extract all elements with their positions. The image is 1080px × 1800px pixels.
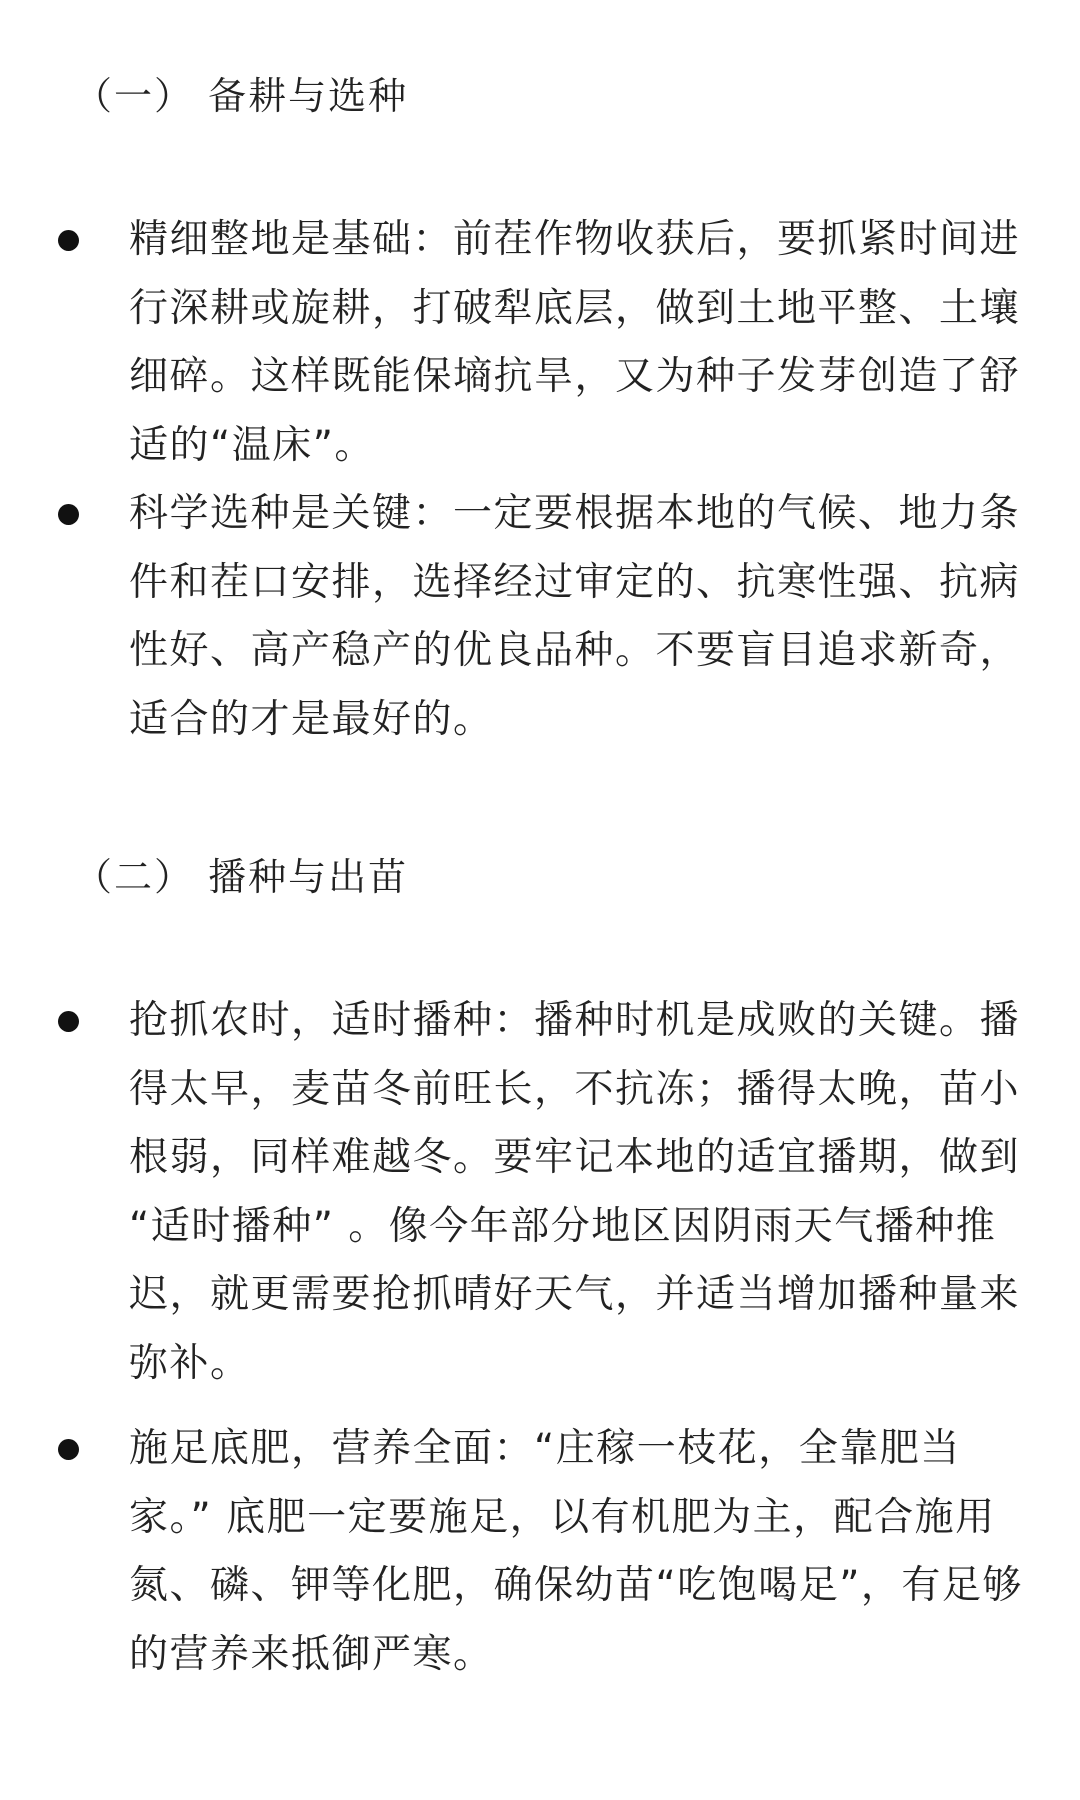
list-item-text: 精细整地是基础：前茬作物收获后，要抓紧时间进行深耕或旋耕，打破犁底层，做到土地平整、土壤细碎。这样既能保墒抗旱，又为种子发芽创造了舒适的“温床”。 — [129, 217, 1021, 468]
bullet-dot — [58, 230, 79, 251]
bullet-dot — [58, 504, 79, 525]
section-heading: （二） 播种与出苗 — [74, 855, 409, 899]
list-item-text: 科学选种是关键：一定要根据本地的气候、地力条件和茬口安排，选择经过审定的、抗寒性强、抗病性好、高产稳产的优良品种。不要盲目追求新奇，适合的才是最好的。 — [129, 491, 1021, 742]
bullet-dot — [58, 1011, 79, 1032]
list-item-text: 施足底肥，营养全面：“庄稼一枝花，全靠肥当家。” 底肥一定要施足，以有机肥为主，配合施用氮、磷、钾等化肥，确保幼苗“吃饱喝足”，有足够的营养来抵御严寒。 — [129, 1426, 1023, 1677]
bullet-dot — [58, 1439, 79, 1460]
section-heading: （一） 备耕与选种 — [74, 74, 409, 118]
list-item-text: 抢抓农时，适时播种：播种时机是成败的关键。播得太早，麦苗冬前旺长，不抗冻；播得太晚，苗小根弱，同样难越冬。要牢记本地的适宜播期，做到 “适时播种” 。像今年部分地区因阴雨天气播种推迟，就更需要抢抓晴好天气，并适当增加播种量来弥补。 — [129, 998, 1021, 1386]
